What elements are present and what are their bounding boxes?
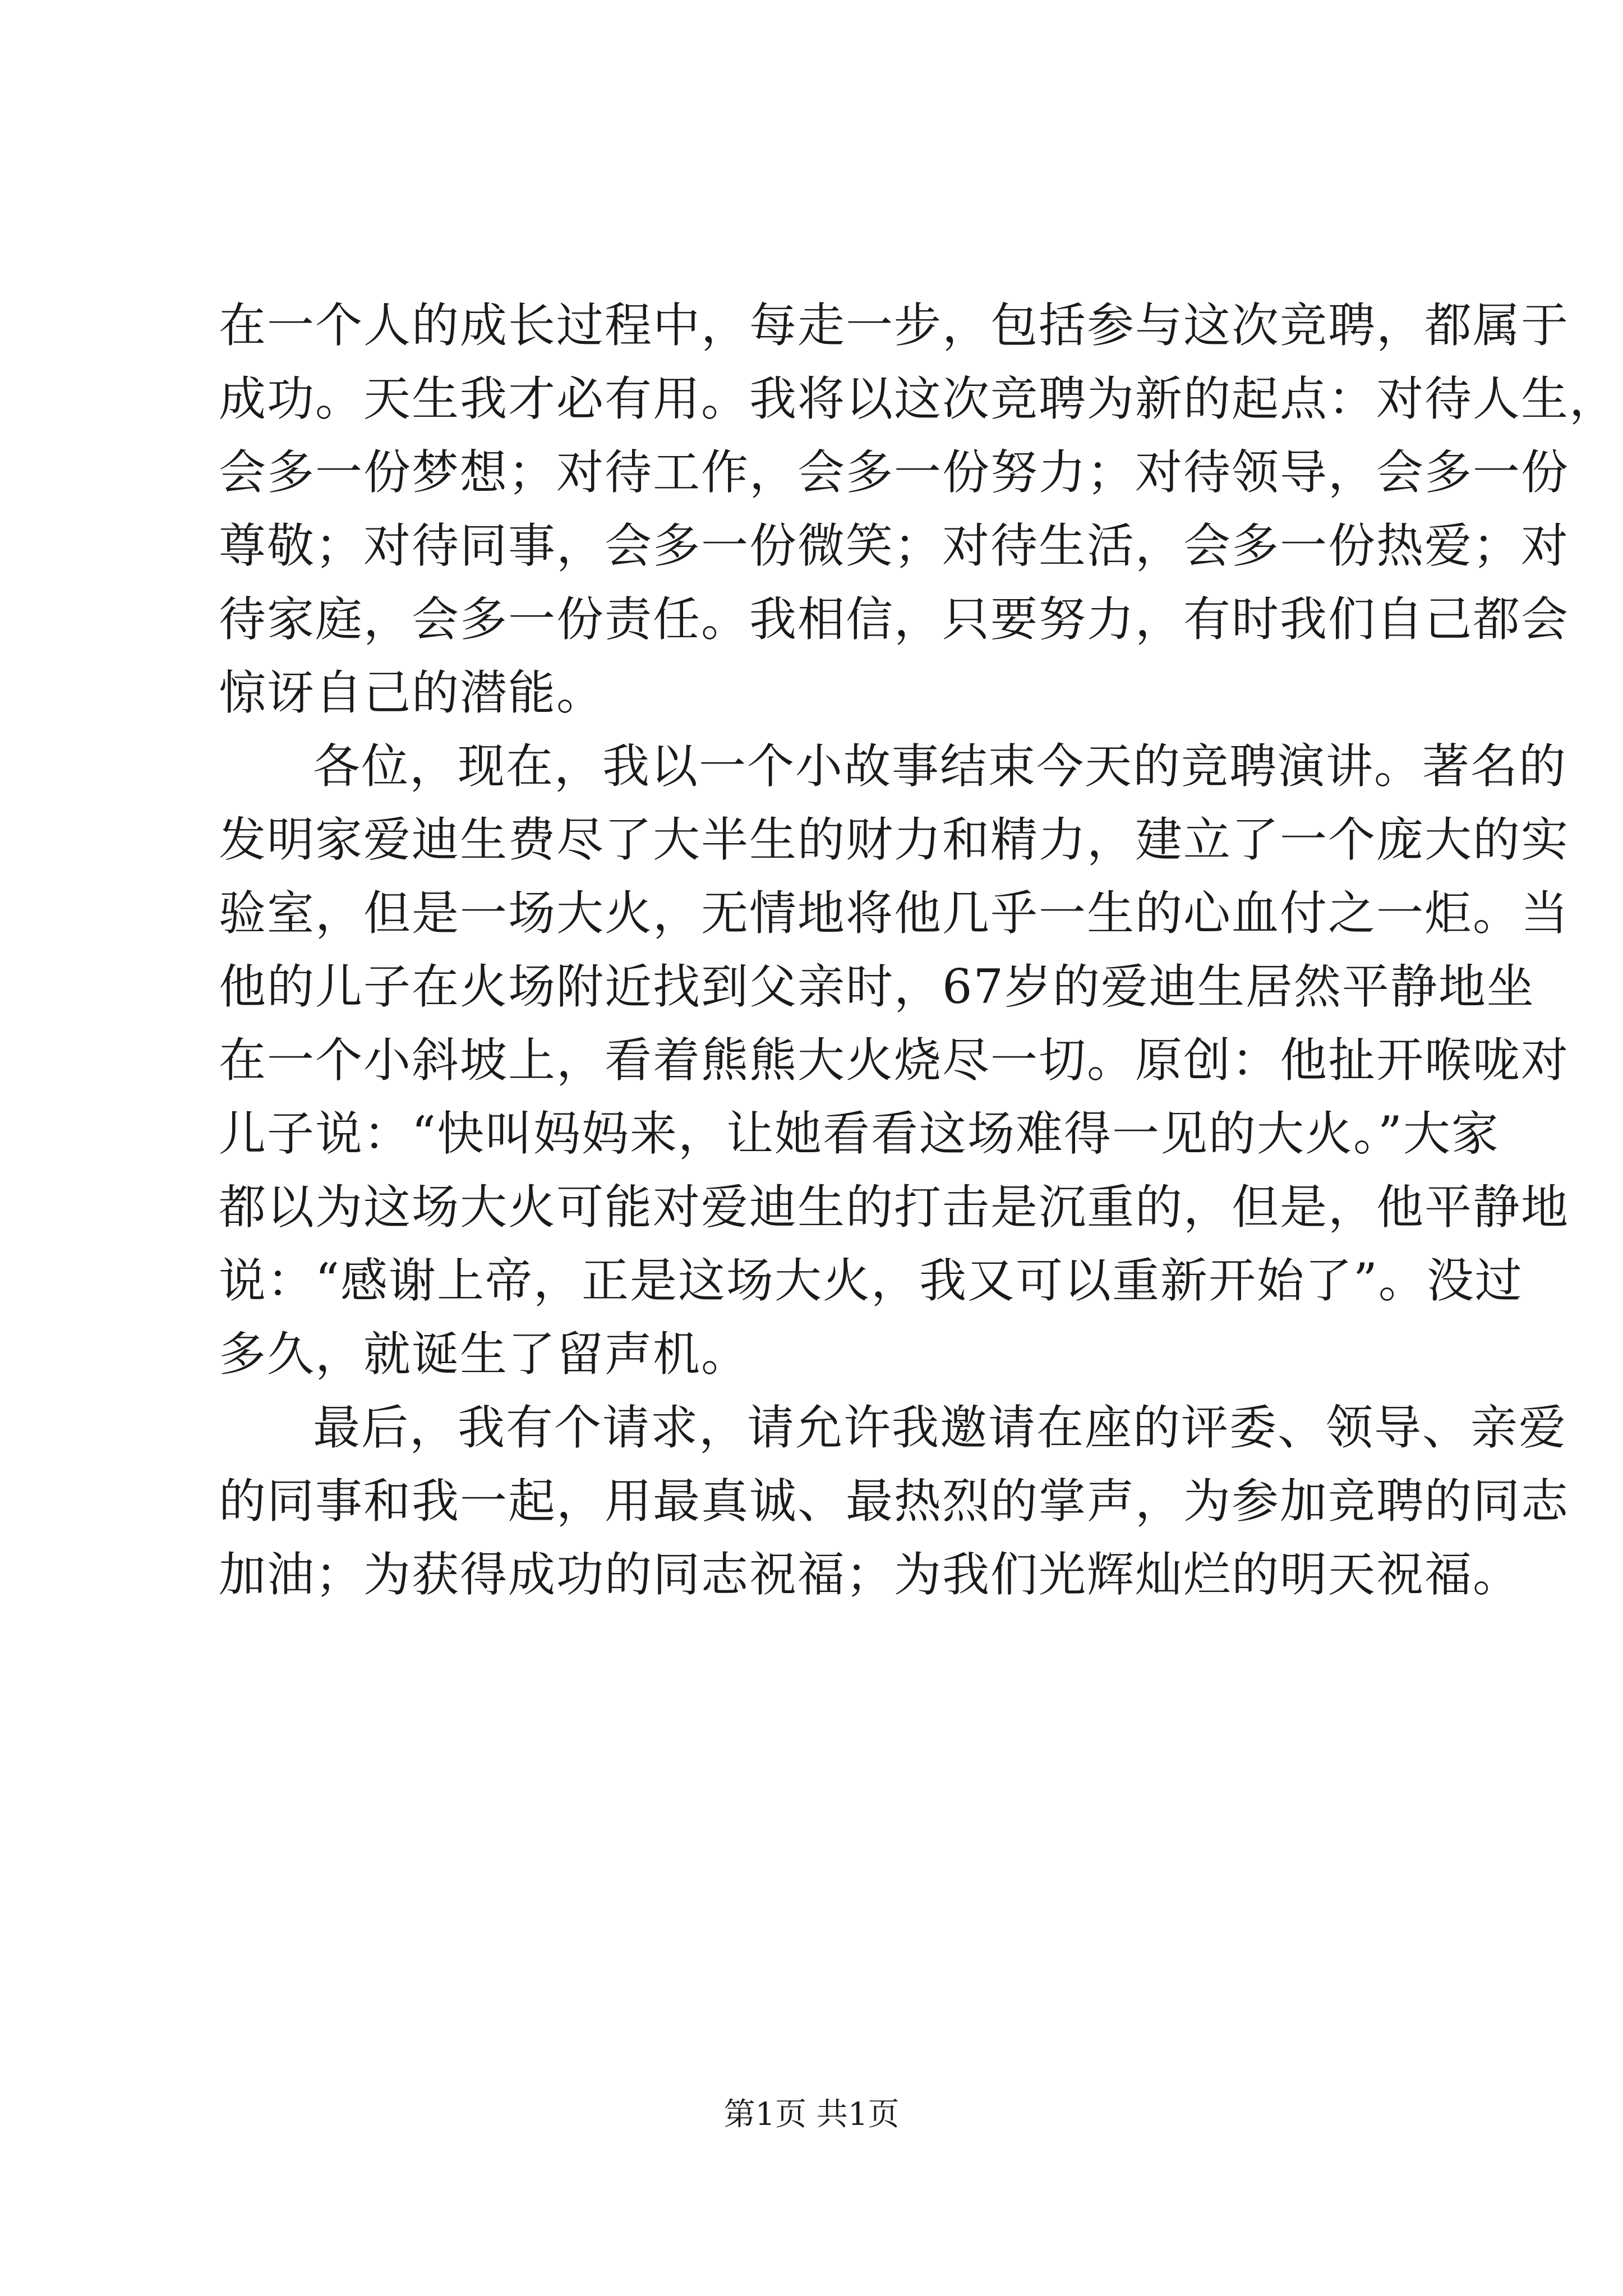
text-line: 发明家爱迪生费尽了大半生的财力和精力，建立了一个庞大的实 [219, 812, 1570, 867]
text-line: 在一个人的成长过程中，每走一步，包括参与这次竞聘，都属于 [219, 298, 1570, 353]
text-line: 会多一份梦想；对待工作，会多一份努力；对待领导，会多一份 [219, 445, 1570, 500]
paragraph-3 [219, 1391, 1570, 1612]
text-line: 成功。天生我才必有用。我将以这次竞聘为新的起点：对待人生， [219, 371, 1618, 426]
document-body [219, 289, 1618, 1612]
text-line: 待家庭，会多一份责任。我相信，只要努力，有时我们自己都会 [219, 592, 1570, 647]
paragraph-1 [219, 289, 1618, 730]
text-line: 的同事和我一起，用最真诚、最热烈的掌声，为参加竞聘的同志 [219, 1474, 1570, 1529]
text-line: 最后，我有个请求，请允许我邀请在座的评委、领导、亲爱 [313, 1400, 1567, 1455]
text-line: 多久，就诞生了留声机。 [219, 1327, 750, 1382]
paragraph-2 [219, 730, 1570, 1391]
text-line: 加油；为获得成功的同志祝福；为我们光辉灿烂的明天祝福。 [219, 1547, 1521, 1602]
text-line: 他的儿子在火场附近找到父亲时，67岁的爱迪生居然平静地坐 [219, 959, 1535, 1014]
text-line: 说：“感谢上帝，正是这场大火，我又可以重新开始了”。没过 [219, 1253, 1523, 1308]
text-line: 儿子说：“快叫妈妈来，让她看看这场难得一见的大火。”大家 [219, 1106, 1500, 1161]
page-number-footer: 第1页 共1页 [723, 2096, 900, 2133]
text-line: 都以为这场大火可能对爱迪生的打击是沉重的，但是，他平静地 [219, 1180, 1570, 1235]
text-line: 惊讶自己的潜能。 [219, 665, 605, 720]
text-line: 在一个小斜坡上，看着熊熊大火烧尽一切。原创：他扯开喉咙对 [219, 1033, 1570, 1088]
text-line: 各位，现在，我以一个小故事结束今天的竞聘演讲。著名的 [313, 739, 1567, 794]
text-line: 验室，但是一场大火，无情地将他几乎一生的心血付之一炬。当 [219, 886, 1570, 941]
text-line: 尊敬；对待同事，会多一份微笑；对待生活，会多一份热爱；对 [219, 518, 1570, 573]
